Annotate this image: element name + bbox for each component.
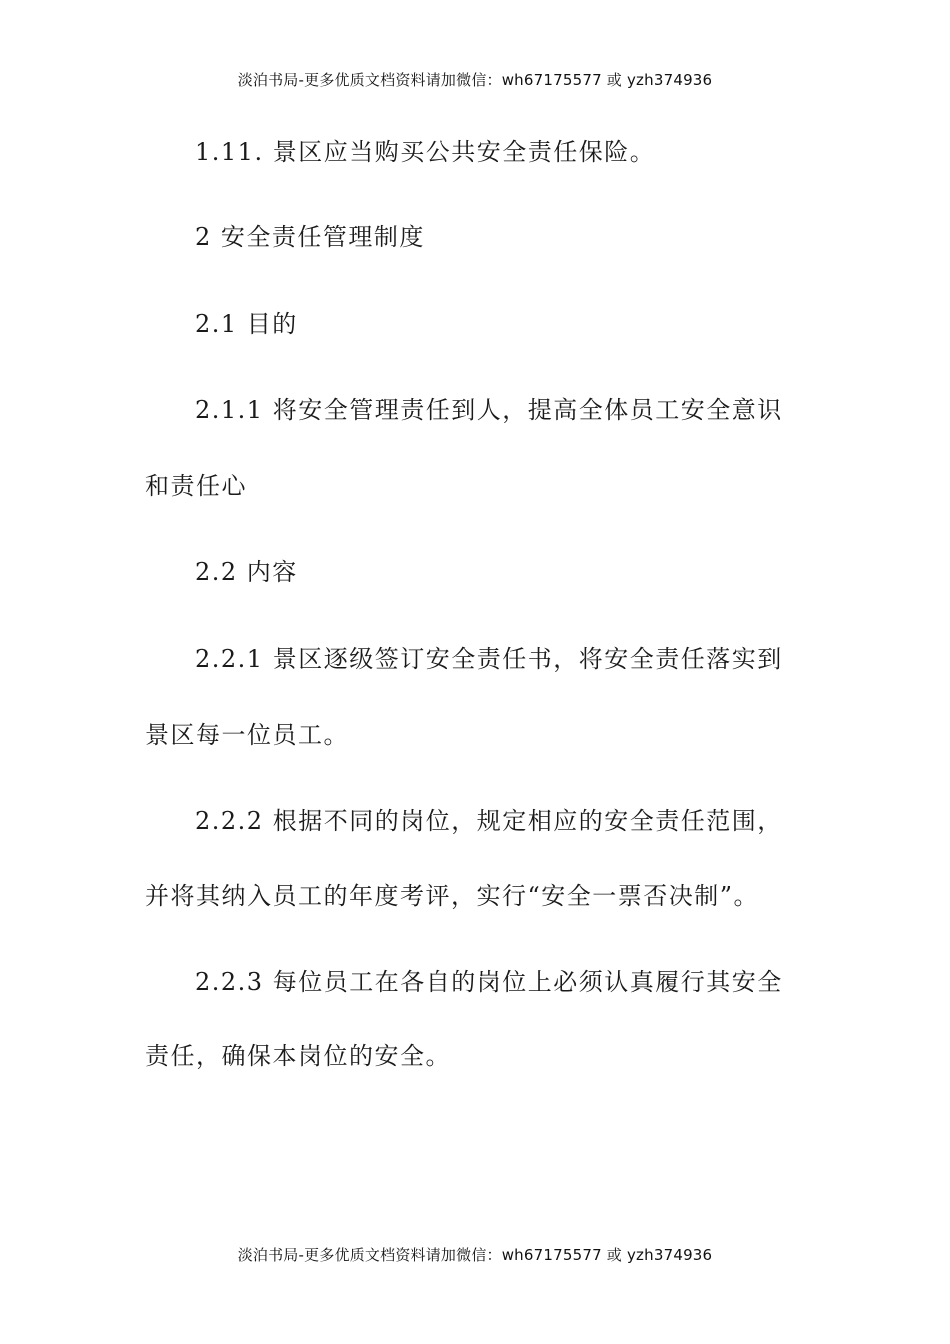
- page-footer: 淡泊书局-更多优质文档资料请加微信：wh67175577 或 yzh374936: [237, 1246, 713, 1264]
- paragraph-2-2-1-line-1: 2.2.1 景区逐级签订安全责任书，将安全责任落实到: [195, 645, 783, 673]
- paragraph-2-2-2-line-2: 并将其纳入员工的年度考评，实行“安全一票否决制”。: [145, 882, 760, 910]
- page-header: 淡泊书局-更多优质文档资料请加微信：wh67175577 或 yzh374936: [237, 71, 713, 89]
- paragraph-2-2-1-line-2: 景区每一位员工。: [145, 721, 349, 749]
- paragraph-2-1-1-line-1: 2.1.1 将安全管理责任到人，提高全体员工安全意识: [195, 396, 783, 424]
- paragraph-2-2-3-line-2: 责任，确保本岗位的安全。: [145, 1042, 451, 1070]
- paragraph-2-1-1-line-2: 和责任心: [145, 472, 247, 500]
- paragraph-2-2-2-line-1: 2.2.2 根据不同的岗位，规定相应的安全责任范围，: [195, 807, 783, 835]
- section-heading-2: 2 安全责任管理制度: [195, 223, 425, 251]
- paragraph-2-2-3-line-1: 2.2.3 每位员工在各自的岗位上必须认真履行其安全: [195, 968, 783, 996]
- subsection-heading-2-1: 2.1 目的: [195, 310, 298, 338]
- subsection-heading-2-2: 2.2 内容: [195, 558, 298, 586]
- paragraph-1-11: 1.11. 景区应当购买公共安全责任保险。: [195, 138, 656, 166]
